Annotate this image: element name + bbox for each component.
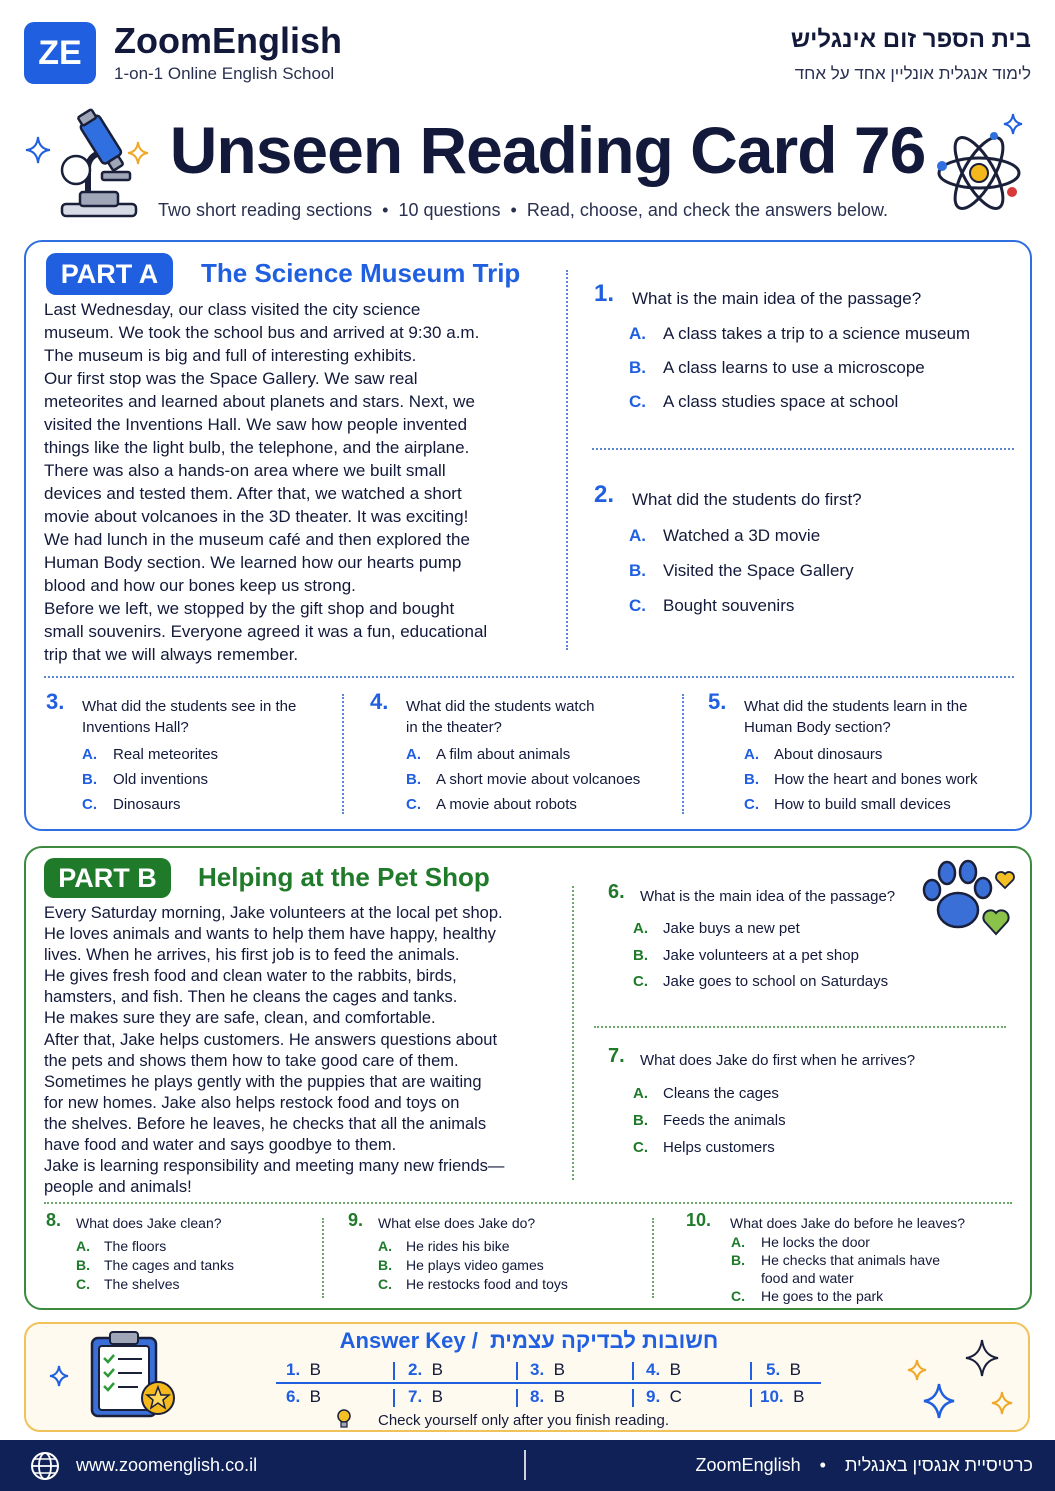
question-number: 3. bbox=[46, 689, 65, 714]
question-7: 7. What does Jake do first when he arrives? A. Cleans the cages B. Feeds the animals C. Helps customers bbox=[608, 1045, 916, 1156]
question-stem: What is the main idea of the passage? bbox=[632, 289, 922, 308]
question-stem: in the theater? bbox=[406, 719, 502, 736]
passage-line: for new homes. Jake also helps restock food and toys on bbox=[44, 1093, 460, 1112]
footer-brand-name: ZoomEnglish bbox=[695, 1455, 801, 1475]
page-title: Unseen Reading Card 76 bbox=[169, 113, 926, 187]
divider bbox=[652, 1218, 654, 1298]
question-number: 2. bbox=[594, 481, 615, 508]
divider bbox=[276, 1382, 821, 1384]
sparkle-icon bbox=[1002, 112, 1024, 136]
divider bbox=[44, 1202, 1012, 1204]
website-link[interactable]: www.zoomenglish.co.il bbox=[76, 1455, 258, 1475]
passage-line: Before we left, we stopped by the gift shop and bought bbox=[44, 599, 455, 618]
question-1: 1. What is the main idea of the passage? A. A class takes a trip to a science museum B. A class learns to use a microscope C. A class studies space at school bbox=[594, 280, 971, 411]
sparkle-icon bbox=[48, 1364, 70, 1388]
passage-line: Sometimes he plays gently with the puppies that are waiting bbox=[44, 1072, 482, 1091]
divider bbox=[750, 1389, 752, 1407]
question-6: 6. What is the main idea of the passage? A. Jake buys a new pet B. Jake volunteers at a pet shop C. Jake goes to school on Saturdays bbox=[608, 881, 896, 990]
question-10: 10. What does Jake do before he leaves? A. He locks the door B. He checks that animals have food and water C. He goes to the park bbox=[686, 1210, 966, 1304]
answer-key-title-he: חשובות לבדיקה עצמית bbox=[489, 1328, 719, 1353]
passage-line: museum. We took the school bus and arrived at 9:30 a.m. bbox=[44, 323, 480, 342]
passage-line: Human Body section. We learned how our hearts pump bbox=[44, 553, 462, 572]
subtitle-sections: Two short reading sections bbox=[158, 200, 373, 220]
divider bbox=[393, 1389, 395, 1407]
footer-hebrew: כרטיסיית אנגסין באנגלית bbox=[844, 1455, 1033, 1475]
hebrew-school-name: בית הספר זום אינגליש bbox=[790, 26, 1031, 53]
question-number: 5. bbox=[708, 689, 727, 714]
question-number: 8. bbox=[46, 1210, 62, 1230]
answer-key-cell: 6. B bbox=[286, 1387, 321, 1406]
question-5: 5. What did the students learn in the Human Body section? A. About dinosaurs B. How the heart and bones work C. How to build small devices bbox=[708, 689, 978, 813]
globe-icon bbox=[30, 1451, 60, 1481]
part-b-label: PART B bbox=[44, 858, 171, 898]
logo: ZE bbox=[24, 22, 96, 84]
passage-line: the pets and shows them how to take good care of them. bbox=[44, 1051, 459, 1070]
question-stem: What did the students learn in the bbox=[744, 698, 968, 715]
atom-icon bbox=[934, 128, 1024, 218]
question-number: 9. bbox=[348, 1210, 364, 1230]
divider bbox=[750, 1362, 752, 1380]
question-stem: What is the main idea of the passage? bbox=[640, 888, 896, 905]
question-stem: What does Jake do before he leaves? bbox=[730, 1215, 966, 1231]
passage-line: the shelves. Before he leaves, he checks that all the animals bbox=[44, 1114, 487, 1133]
passage-line: small souvenirs. Everyone agreed it was a fun, educational bbox=[44, 622, 488, 641]
question-number: 7. bbox=[608, 1045, 625, 1067]
part-b-panel bbox=[24, 846, 1032, 1310]
passage-line: Jake is learning responsibility and meeting many new friends— bbox=[44, 1157, 505, 1176]
passage-line: trip that we will always remember. bbox=[44, 645, 299, 664]
answer-key-cell: 8. B bbox=[530, 1387, 565, 1406]
question-stem: What did the students see in the bbox=[82, 698, 297, 715]
part-b-passage bbox=[44, 903, 564, 1198]
question-number: 1. bbox=[594, 280, 615, 307]
passage-line: He loves animals and wants to help them have happy, healthy bbox=[44, 925, 496, 944]
answer-key-cell: 7. B bbox=[408, 1387, 443, 1406]
brand-tagline: 1-on-1 Online English School bbox=[114, 64, 335, 83]
passage-line: Last Wednesday, our class visited the city science bbox=[44, 300, 421, 319]
sparkle-icon bbox=[906, 1358, 928, 1382]
answer-key-cell: 10. B bbox=[760, 1387, 805, 1406]
question-number: 10. bbox=[686, 1210, 712, 1230]
passage-line: movie about volcanoes in the 3D theater. It was exciting! bbox=[44, 507, 469, 526]
passage-line: people and animals! bbox=[44, 1178, 192, 1197]
part-a-title: The Science Museum Trip bbox=[201, 258, 521, 288]
divider bbox=[682, 694, 684, 814]
lightbulb-icon bbox=[334, 1408, 354, 1430]
footer bbox=[0, 1440, 1055, 1491]
part-a-label: PART A bbox=[46, 253, 173, 295]
divider bbox=[566, 270, 568, 650]
page-subtitle: Two short reading sections • 10 questions • Read, choose, and check the answers below. bbox=[158, 200, 889, 220]
divider bbox=[516, 1362, 518, 1380]
answer-key-cell: 4. B bbox=[646, 1360, 681, 1379]
question-stem: What does Jake clean? bbox=[76, 1215, 222, 1231]
passage-line: Our first stop was the Space Gallery. We saw real bbox=[44, 369, 418, 388]
divider bbox=[393, 1362, 395, 1380]
answer-key-cell: 3. B bbox=[530, 1360, 565, 1379]
divider bbox=[44, 676, 1014, 678]
heart-icon bbox=[994, 870, 1016, 890]
divider bbox=[342, 694, 344, 814]
answer-key-cell: 1. B bbox=[286, 1360, 321, 1379]
question-number: 4. bbox=[370, 689, 389, 714]
hebrew-tagline: לימוד אנגלית אונליין אחד על אחד bbox=[794, 64, 1031, 83]
divider bbox=[516, 1389, 518, 1407]
question-stem: What did the students do first? bbox=[632, 490, 862, 509]
passage-line: Every Saturday morning, Jake volunteers at the local pet shop. bbox=[44, 904, 503, 922]
passage-line: devices and tested them. After that, we watched a short bbox=[44, 484, 462, 503]
divider bbox=[524, 1450, 526, 1480]
question-9: 9. What else does Jake do? A. He rides his bike B. He plays video games C. He restocks food and toys bbox=[348, 1210, 568, 1292]
passage-line: have food and water and says goodbye to them. bbox=[44, 1136, 397, 1155]
answer-key-title bbox=[26, 1328, 1032, 1354]
subtitle-instructions: Read, choose, and check the answers below. bbox=[526, 200, 889, 220]
star-badge-icon bbox=[140, 1380, 176, 1416]
passage-line: He makes sure they are safe, clean, and comfortable. bbox=[44, 1009, 436, 1028]
divider bbox=[322, 1218, 324, 1298]
answer-key-note: Check yourself only after you finish reading. bbox=[378, 1412, 669, 1429]
passage-line: blood and how our bones keep us strong. bbox=[44, 576, 356, 595]
question-stem: Inventions Hall? bbox=[82, 719, 189, 736]
sparkle-icon bbox=[922, 1382, 956, 1420]
answer-key-cell: 9. C bbox=[646, 1387, 682, 1406]
heart-icon bbox=[981, 908, 1011, 936]
passage-line: meteorites and learned about planets and stars. Next, we bbox=[44, 392, 475, 411]
passage-line: things like the light bulb, the telephone, and the airplane. bbox=[44, 438, 470, 457]
passage-line: The museum is big and full of interesting exhibits. bbox=[44, 346, 417, 365]
divider bbox=[632, 1362, 634, 1380]
question-3: 3. What did the students see in the Inventions Hall? A. Real meteorites B. Old inventions C. Dinosaurs bbox=[46, 689, 297, 813]
question-number: 6. bbox=[608, 881, 625, 903]
answer-key-row-2 bbox=[276, 1387, 821, 1413]
question-stem: What does Jake do first when he arrives? bbox=[640, 1052, 916, 1069]
question-stem: What else does Jake do? bbox=[378, 1215, 536, 1231]
subtitle-questions: 10 questions bbox=[398, 200, 501, 220]
divider bbox=[632, 1389, 634, 1407]
answer-key-title-en: Answer Key / bbox=[339, 1328, 478, 1353]
part-b-title: Helping at the Pet Shop bbox=[198, 862, 490, 892]
answer-key-cell: 2. B bbox=[408, 1360, 443, 1379]
answer-key-panel bbox=[24, 1322, 1030, 1432]
part-a-panel bbox=[24, 240, 1032, 831]
passage-line: visited the Inventions Hall. We saw how people invented bbox=[44, 415, 468, 434]
divider bbox=[572, 886, 574, 1180]
sparkle-icon bbox=[990, 1390, 1014, 1416]
passage-line: There was also a hands-on area where we built small bbox=[44, 461, 446, 480]
brand-name: ZoomEnglish bbox=[114, 20, 342, 61]
header bbox=[0, 0, 1055, 240]
divider bbox=[594, 1026, 1006, 1028]
question-stem: What did the students watch bbox=[406, 698, 595, 715]
passage-line: hamsters, and fish. Then he cleans the cages and tanks. bbox=[44, 988, 458, 1007]
passage-line: We had lunch in the museum café and then explored the bbox=[44, 530, 470, 549]
passage-line: lives. When he arrives, his first job is to feed the animals. bbox=[44, 946, 460, 965]
answer-key-cell: 5. B bbox=[766, 1360, 801, 1379]
passage-line: He gives fresh food and clean water to the rabbits, birds, bbox=[44, 967, 457, 986]
footer-brand: ZoomEnglish • כרטיסיית אנגסין באנגלית bbox=[695, 1455, 1033, 1475]
question-stem: Human Body section? bbox=[744, 719, 891, 736]
divider bbox=[592, 448, 1014, 450]
question-4: 4. What did the students watch in the theater? A. A film about animals B. A short movie about volcanoes C. A movie about robots bbox=[370, 689, 641, 813]
question-8: 8. What does Jake clean? A. The floors B. The cages and tanks C. The shelves bbox=[46, 1210, 234, 1292]
passage-line: After that, Jake helps customers. He answers questions about bbox=[44, 1030, 498, 1049]
part-a-passage bbox=[44, 298, 544, 666]
question-2: 2. What did the students do first? A. Watched a 3D movie B. Visited the Space Gallery C. Bought souvenirs bbox=[594, 481, 862, 615]
